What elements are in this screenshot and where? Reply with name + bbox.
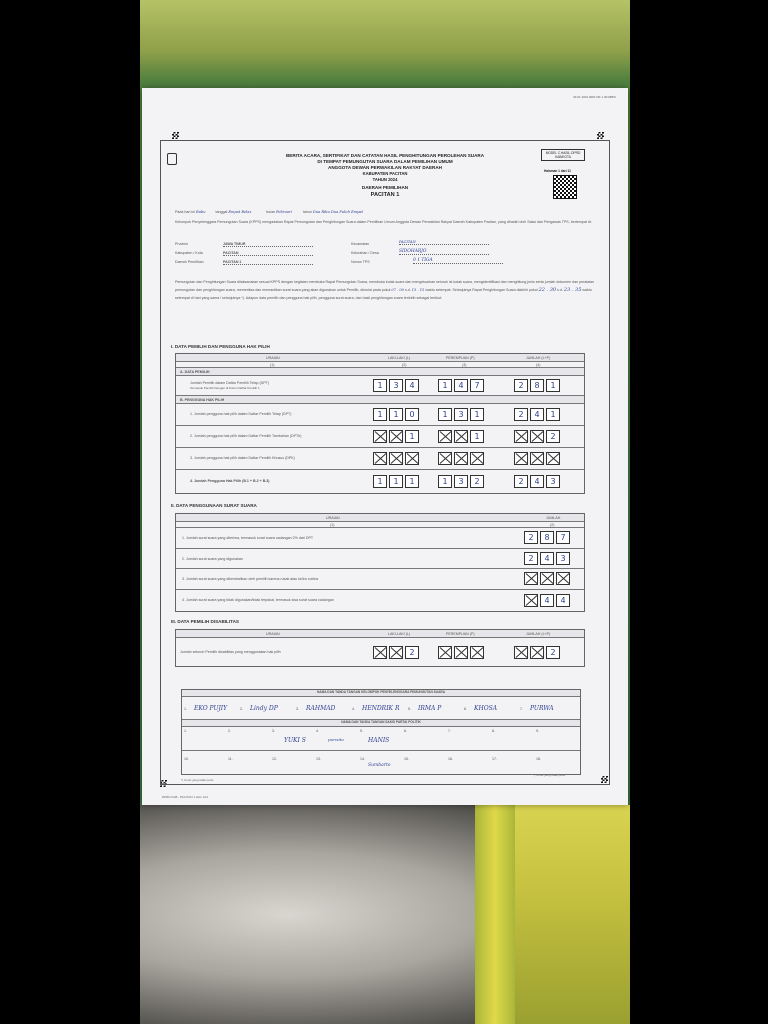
saksi-no: 15. (404, 757, 409, 761)
col-jumlah: JUMLAH (546, 516, 561, 520)
dpt-row-note: Termasuk Pemilih Dengan di Kolom Daftar Pemilih 1 (190, 386, 260, 390)
footer-code: DPRD KAB - PACITAN 1 HAL 1/11 (162, 795, 209, 799)
digit-box[interactable]: 1 (470, 408, 484, 421)
provinsi-label: Provinsi (175, 242, 188, 246)
saksi-no: 1. (184, 729, 187, 733)
col-uraian: URAIAN (266, 632, 280, 636)
b3-row (176, 448, 584, 470)
col-uraian: URAIAN (266, 356, 280, 360)
disability-row-label: Jumlah seluruh Pemilih disabilitas yang menggunakan hak pilih (180, 650, 281, 654)
saksi-no: 12. (272, 757, 277, 761)
b4-row (176, 470, 584, 494)
digit-box[interactable]: 3 (454, 475, 468, 488)
digit-box[interactable]: 2 (514, 379, 528, 392)
kelurahan-value: SIDOHARJO (399, 249, 489, 255)
crossed-box[interactable] (373, 452, 387, 465)
kecamatan-label: Kecamatan (351, 242, 370, 246)
saksi-no: 13. (316, 757, 321, 761)
background-stripe (475, 805, 515, 1024)
dpt-perempuan-boxes (438, 379, 484, 392)
ballot-row-label: 1. Jumlah surat suara yang diterima, termasuk surat suara cadangan 2% dari DPT (182, 536, 314, 540)
col-laki: LAKI-LAKI (L) (388, 632, 411, 636)
crossed-box[interactable] (454, 646, 468, 659)
saksi-no: 7. (448, 729, 451, 733)
digit-box[interactable]: 4 (556, 594, 570, 607)
saksi-no: 18. (536, 757, 541, 761)
crossed-box[interactable] (438, 646, 452, 659)
provinsi-value: JAWA TIMUR (223, 242, 313, 247)
saksi-no: 14. (360, 757, 365, 761)
form-title-line: ANGGOTA DEWAN PERWAKILAN RAKYAT DAERAH (328, 165, 442, 170)
col-uraian: URAIAN (326, 516, 340, 520)
paragraph-text: waktu setempat. (425, 287, 452, 292)
digit-box[interactable]: 1 (389, 475, 403, 488)
digit-box[interactable]: 2 (546, 430, 560, 443)
saksi-no: 6. (404, 729, 407, 733)
b4-label: 4. Jumlah Pengguna Hak Pilih (B.1 + B.2 + B.3) (190, 479, 270, 483)
kpps-no: 5. (408, 707, 411, 711)
kpps-signature: PURWA (530, 705, 554, 712)
disability-row (176, 638, 584, 668)
crossed-box[interactable] (514, 646, 528, 659)
close-time-end: 23 . 35 (563, 286, 582, 293)
digit-box[interactable]: 4 (454, 379, 468, 392)
saksi-signature: YUKI S (284, 737, 306, 744)
footnote-right: *) Coret yang tidak perlu (533, 773, 566, 777)
hari-label: Pada hari ini (175, 210, 195, 214)
crossed-box[interactable] (389, 646, 403, 659)
form-title: BERITA ACARA, SERTIFIKAT DAN CATATAN HASIL PENGHITUNGAN PEROLEHAN SUARA (285, 153, 485, 158)
kecamatan-value: PACITAN (399, 240, 489, 245)
intro-statement: Kelompok Penyelenggara Pemungutan Suara (KPPS) mengadakan Rapat Pemungutan dan Penghitungan Suara dalam Pemilihan Umum Anggota Dewan Perwakilan Rakyat Daerah Kabupaten Pacitan, yang dihadiri oleh Saksi dan Pengawas TPS, bertempat di: (175, 220, 592, 224)
digit-box[interactable]: 1 (546, 379, 560, 392)
footnote-left: *) Coret yang tidak perlu (181, 778, 214, 782)
col-laki: LAKI-LAKI (L) (388, 356, 411, 360)
kpps-row (182, 697, 580, 720)
signature-table (181, 689, 581, 775)
saksi-no: 17. (492, 757, 497, 761)
disability-table (175, 629, 585, 667)
digit-box[interactable]: 3 (556, 552, 570, 565)
kpps-signature: RAHMAD (306, 705, 336, 712)
ballot-row-4 (176, 590, 584, 612)
kelurahan-label: Kelurahan / Desa (351, 251, 379, 255)
digit-box[interactable]: 1 (373, 379, 387, 392)
form-title-line: DI TEMPAT PEMUNGUTAN SUARA DALAM PEMILIHAN UMUM (317, 159, 453, 164)
digit-box[interactable]: 3 (454, 408, 468, 421)
crossed-box[interactable] (438, 430, 452, 443)
digit-box[interactable]: 7 (556, 531, 570, 544)
section-1-heading: I. DATA PEMILIH DAN PENGGUNA HAK PILIH (171, 344, 270, 349)
digit-box[interactable]: 1 (373, 475, 387, 488)
crossed-box[interactable] (454, 452, 468, 465)
crossed-box[interactable] (470, 452, 484, 465)
ballot-row-label: 4. Jumlah surat suara yang tidak digunakan/tidak terpakai, termasuk sisa surat suara cadangan (182, 598, 334, 602)
kpps-signature: HENDRIK R (362, 705, 400, 712)
paragraph-text: Pemungutan dan Penghitungan Suara dilaksanakan sesuai KPPS dengan kegiatan membuka Rapat Pemungutan Suara, membuka kotak suara dan mengeluarkan seluruh isi kotak suara, mengidentifikasi dan menghitung jenis serta jumlah dokumen dan peralatan pemungutan dan penghitungan suara, memeriksa dan memastikan surat suara yang akan digunakan untuk Pemilih, dimulai pada pukul (175, 280, 595, 292)
digit-box[interactable]: 4 (540, 552, 554, 565)
kpps-signature: EKO PUJIY (194, 705, 228, 712)
dpt-jumlah-boxes (514, 379, 560, 392)
saksi-heading: NAMA DAN TANDA TANGAN SAKSI PARTAI POLITIK (341, 720, 421, 724)
qr-code-icon (553, 175, 577, 199)
digit-box[interactable]: 3 (389, 379, 403, 392)
ballot-row-1 (176, 528, 584, 549)
digit-box[interactable]: 2 (514, 408, 528, 421)
dapil-heading: DAERAH PEMILIHAN (361, 185, 409, 190)
crossed-box[interactable] (470, 646, 484, 659)
digit-box[interactable]: 2 (514, 475, 528, 488)
digit-box[interactable]: 1 (405, 430, 419, 443)
crossed-box[interactable] (530, 430, 544, 443)
kpps-no: 3. (296, 707, 299, 711)
saksi-no: 4. (316, 729, 319, 733)
section-b-heading: B. PENGGUNA HAK PILIH (180, 398, 225, 402)
bulan-label: bulan (266, 210, 276, 214)
digit-box[interactable]: 4 (540, 594, 554, 607)
digit-box[interactable]: 1 (438, 408, 452, 421)
form-title-line: KABUPATEN PACITAN (362, 171, 408, 176)
start-time: 07 . 00 (391, 287, 404, 292)
tanggal-value: Empat Belas (228, 210, 252, 214)
saksi-signature: Sumbarto (368, 763, 391, 768)
crossed-box[interactable] (524, 572, 538, 585)
digit-box[interactable]: 1 (470, 430, 484, 443)
kpps-no: 4. (352, 707, 355, 711)
crossed-box[interactable] (556, 572, 570, 585)
crossed-box[interactable] (524, 594, 538, 607)
col-number: (3) (462, 363, 467, 367)
saksi-no: 3. (272, 729, 275, 733)
digit-box[interactable]: 2 (524, 531, 538, 544)
close-time: 22 . 30 (538, 286, 557, 293)
col-jumlah: JUMLAH (L+P) (526, 356, 551, 360)
digit-box[interactable]: 1 (438, 379, 452, 392)
b1-label: 1. Jumlah pengguna hak pilih dalam Daftar Pemilih Tetap (DPT) (190, 412, 292, 416)
digit-box[interactable]: 4 (405, 379, 419, 392)
col-number: (4) (536, 363, 541, 367)
kpps-no: 1. (184, 707, 187, 711)
saksi-signature: purwito (328, 737, 344, 742)
tps-value: 0 1 TIGA (413, 258, 503, 264)
crossed-box[interactable] (514, 452, 528, 465)
section-2-heading: II. DATA PENGGUNAAN SURAT SUARA (171, 503, 257, 508)
voter-table (175, 353, 585, 494)
corner-mark (172, 132, 179, 139)
background-panel (515, 805, 630, 1024)
saksi-no: 16. (448, 757, 453, 761)
saksi-row-2 (182, 751, 580, 775)
saksi-row-1 (182, 727, 580, 751)
col-perempuan: PEREMPUAN (P) (446, 632, 475, 636)
digit-box[interactable]: 2 (405, 646, 419, 659)
form-page: BERITA ACARA, SERTIFIKAT DAN CATATAN HASIL PENGHITUNGAN PEROLEHAN SUARA DI TEMPAT PEMUNGUTAN SUARA DALAM PEMILIHAN UMUM ANGGOTA DEWAN PERWAKILAN RAKYAT DAERAH KABUPATEN PACITAN TAHUN 2024 DAERAH PEMILIHAN PACITAN 1 MODEL C.HASIL-DPRD KAB/KOTA Halaman 1 dari 11 Pada hari ini Rabu tanggal Empat Belas bulan Februari tahun Dua Ribu Dua Puluh Empat Kelompok Penyelenggara Pemungutan Suara (KPPS) mengadakan Rapat Pemungutan dan Penghitungan Suara dalam Pemilihan Umum Anggota Dewan Perwakilan Rakyat Daerah Kabupaten Pacitan, yang dihadiri oleh Saksi dan Pengawas TPS, bertempat di: Provinsi JAWA TIMUR Kabupaten / Kota PACITAN Daerah Pemilihan PACITAN 1 Kecamatan PACITAN Kelurahan / Desa SIDOHARJO Nomor TPS 0 1 TIGA Pemungutan dan Penghitungan Suara dilaksanakan sesuai KPPS dengan kegiatan membuka Rapat Pemungutan Suara, membuka kotak suara dan mengeluarkan seluruh isi kotak suara, mengidentifikasi dan menghitung jenis serta jumlah dokumen dan peralatan pemungutan dan penghitungan suara, memeriksa dan memastikan surat suara yang akan digunakan untuk Pemilih, dimulai pada pukul 07 . 00 s.d. 13 . 15 waktu setempat. Selanjutnya Rapat Penghitungan Suara diakhiri pukul 22 . 30 s.d. 23 . 35 waktu setempat di hari yang sama / selanjutnya *). Adapun data pemilih dan pengguna hak pilih, pengguna surat suara, dan hasil penghitungan suara terlebih sebagai berikut: I. DATA PEMILIH DAN PENGGUNA HAK PILIH URAIAN LAKI-LAKI (L) PEREMPUAN (P) JUMLAH (L+P) (1) (2) (3) (4) A. DATA PEMILIH Jumlah Pemilih dalam Daftar Pemilih Tetap (DPT) Termasuk Pemilih Dengan di Kolom Daftar Pemilih 1 1 3 4 1 4 7 2 8 1 B. PENGGUNA HAK PILIH 1. Jumlah pengguna hak pilih dalam Daftar Pemilih Tetap (DPT) 1 1 0 1 3 1 2 4 1 2. Jumlah pengguna hak pilih dalam Daftar Pemilih Tambahan (DPTb) 1 1 2 3. Jumlah pengguna hak pilih dalam Daftar Pemilih Khusus (DPK) 4. Jumlah Pengguna Hak Pilih (B.1 + B.2 + B.3) 1 1 1 1 3 2 2 4 3 II. DATA PENGGUNAAN SURAT SUARA URAIAN JUMLAH (1) (2) 1. Jumlah surat suara yang diterima, termasuk surat suara cadangan 2% dari DPT 2 8 7 2. Jumlah surat suara yang digunakan 2 4 3 3. Jumlah surat suara yang dikembalikan oleh pemilih karena rusak atau keliru coblos 4. Jumlah surat suara yang tidak digunakan/tidak terpakai, termasuk sisa surat suara cadangan 4 4 III. DATA PEMILIH DISABILITAS URAIAN LAKI-LAKI (L) PEREMPUAN (P) JUMLAH (L+P) Jumlah seluruh Pemilih disabilitas yang menggunakan hak pilih 2 2 NAMA DAN TANDA TANGAN KELOMPOK PENYELENGGARA PEMUNGUTAN SUARA 1. EKO PUJIY 2. Lindy DP 3. RAHMAD 4. HENDRIK R 5. IRMA P 6. KHOSA 7. PURWA NAMA DAN TANDA TANGAN SAKSI PARTAI POLITIK 1. 2. 3. 4. 5. 6. 7. 8. 9. YUKI S purwito HANIS 10. 11. 12. 13. 14. 15. 16. 17. 18. Sumbarto *) Coret yang tidak perlu *) Coret yang tidak perlu (160, 140, 610, 785)
crossed-box[interactable] (373, 430, 387, 443)
model-box: MODEL C.HASIL-DPRD KAB/KOTA (541, 149, 585, 161)
digit-box[interactable]: 0 (405, 408, 419, 421)
b2-row (176, 426, 584, 448)
digit-box[interactable]: 8 (530, 379, 544, 392)
end-time: 13 . 15 (411, 287, 425, 292)
crossed-box[interactable] (373, 646, 387, 659)
tahun-value: Dua Ribu Dua Puluh Empat (312, 210, 363, 214)
crossed-box[interactable] (530, 646, 544, 659)
ballot-row-label: 2. Jumlah surat suara yang digunakan (182, 557, 243, 561)
saksi-signature: HANIS (368, 737, 390, 744)
col-number: (1) (330, 523, 335, 527)
col-number: (2) (550, 523, 555, 527)
dpt-laki-boxes (373, 379, 419, 392)
form-paper (142, 88, 628, 805)
crossed-box[interactable] (546, 452, 560, 465)
paragraph-text: waktu setempat di hari yang sama / selanjutnya *). Adapun data pemilih dan pengguna hak pilih, pengguna surat suara, dan hasil penghitungan suara terlebih sebagai berikut: (175, 287, 592, 301)
section-3-heading: III. DATA PEMILIH DISABILITAS (171, 619, 239, 624)
saksi-no: 5. (360, 729, 363, 733)
dpt-row-label: Jumlah Pemilih dalam Daftar Pemilih Tetap (DPT) (190, 381, 270, 385)
photo-background (140, 0, 630, 1024)
saksi-no: 9. (536, 729, 539, 733)
digit-box[interactable]: 2 (470, 475, 484, 488)
kpps-no: 6. (464, 707, 467, 711)
crossed-box[interactable] (405, 452, 419, 465)
crossed-box[interactable] (530, 452, 544, 465)
form-title-line: TAHUN 2024 (372, 177, 398, 182)
dapil-value: PACITAN 1 (223, 260, 313, 265)
ballot-row-2 (176, 549, 584, 569)
page-count: Halaman 1 dari 11 (544, 169, 571, 173)
digit-box[interactable]: 2 (546, 646, 560, 659)
digit-box[interactable]: 8 (540, 531, 554, 544)
ballot-table (175, 513, 585, 612)
kpps-no: 7. (520, 707, 523, 711)
col-number: (1) (270, 363, 275, 367)
digit-box[interactable]: 7 (470, 379, 484, 392)
section-a-heading: A. DATA PEMILIH (180, 370, 210, 374)
paragraph-text: Selanjutnya Rapat Penghitungan Suara diakhiri pukul (452, 287, 538, 292)
kpps-signature: IRMA P (418, 705, 442, 712)
bulan-value: Februari (276, 210, 292, 214)
kpps-signature: Lindy DP (250, 705, 278, 712)
crossed-box[interactable] (389, 452, 403, 465)
digit-box[interactable]: 3 (546, 475, 560, 488)
kabupaten-value: PACITAN (223, 251, 313, 256)
hari-value: Rabu (195, 210, 206, 214)
b3-label: 3. Jumlah pengguna hak pilih dalam Daftar Pemilih Khusus (DPK) (190, 456, 295, 460)
saksi-no: 10. (184, 757, 189, 761)
kpps-heading: NAMA DAN TANDA TANGAN KELOMPOK PENYELENGGARA PEMUNGUTAN SUARA (316, 690, 446, 694)
digit-box[interactable]: 1 (405, 475, 419, 488)
col-jumlah: JUMLAH (L+P) (526, 632, 551, 636)
saksi-no: 11. (228, 757, 233, 761)
corner-mark (597, 132, 604, 139)
tahun-label: tahun (302, 210, 312, 214)
dapil-label: Daerah Pemilihan (175, 260, 204, 264)
digit-box[interactable]: 1 (373, 408, 387, 421)
crossed-box[interactable] (438, 452, 452, 465)
tanggal-label: tanggal (215, 210, 228, 214)
digit-box[interactable]: 1 (389, 408, 403, 421)
b1-row (176, 404, 584, 426)
crossed-box[interactable] (540, 572, 554, 585)
ballot-row-label: 3. Jumlah surat suara yang dikembalikan oleh pemilih karena rusak atau keliru coblos (182, 577, 319, 581)
digit-box[interactable]: 1 (546, 408, 560, 421)
digit-box[interactable]: 2 (524, 552, 538, 565)
kpps-no: 2. (240, 707, 243, 711)
crossed-box[interactable] (514, 430, 528, 443)
col-number: (2) (402, 363, 407, 367)
tps-label: Nomor TPS (351, 260, 370, 264)
b2-label: 2. Jumlah pengguna hak pilih dalam Daftar Pemilih Tambahan (DPTb) (190, 434, 302, 438)
kpps-signature: KHOSA (474, 705, 498, 712)
digit-box[interactable]: 1 (438, 475, 452, 488)
crossed-box[interactable] (454, 430, 468, 443)
kabupaten-label: Kabupaten / Kota (175, 251, 203, 255)
dapil-name: PACITAN 1 (370, 192, 400, 198)
saksi-no: 8. (492, 729, 495, 733)
crossed-box[interactable] (389, 430, 403, 443)
ballot-row-3 (176, 569, 584, 590)
digit-box[interactable]: 4 (530, 475, 544, 488)
col-perempuan: PEREMPUAN (P) (446, 356, 475, 360)
saksi-no: 2. (228, 729, 231, 733)
top-code: 33.01.1001.0001 RK 1 001/BPC (573, 95, 616, 99)
digit-box[interactable]: 4 (530, 408, 544, 421)
